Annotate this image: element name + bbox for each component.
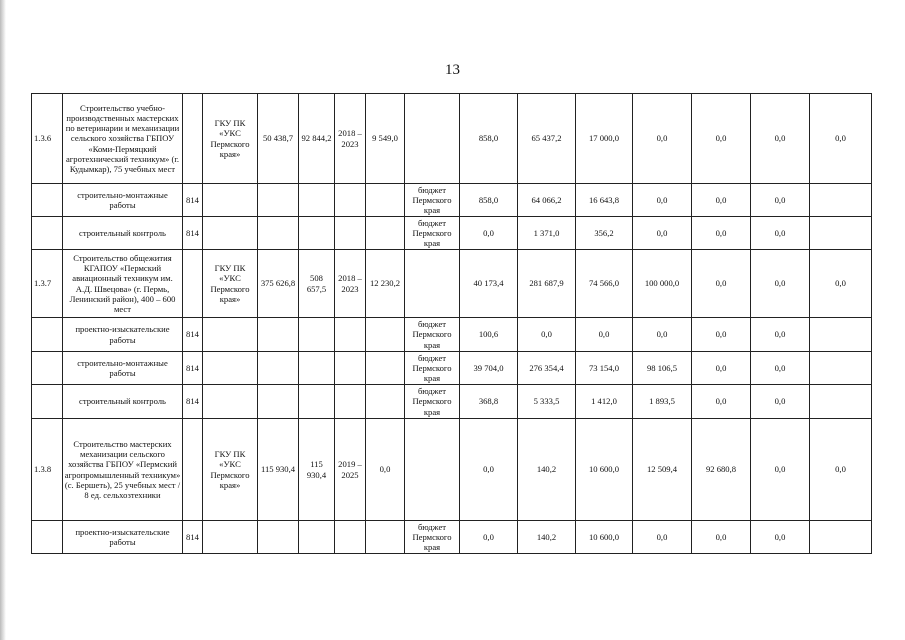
period-cell: 2018 – 2023 [335, 94, 366, 184]
row-number-cell [32, 521, 63, 554]
estimated-cost-cell: 50 438,7 [258, 94, 299, 184]
planned-cost-cell [299, 217, 335, 250]
balance-cell [366, 521, 405, 554]
balance-cell: 9 549,0 [366, 94, 405, 184]
value-col-6-cell: 0,0 [751, 318, 810, 352]
balance-cell: 0,0 [366, 419, 405, 521]
code-cell: 814 [183, 521, 203, 554]
estimated-cost-cell [258, 385, 299, 419]
table-row [32, 184, 872, 217]
value-col-4-cell: 0,0 [633, 184, 692, 217]
value-col-5-cell: 92 680,8 [692, 419, 751, 521]
customer-cell [203, 318, 258, 352]
funding-source-cell: бюджет Пермского края [405, 217, 460, 250]
balance-cell: 12 230,2 [366, 250, 405, 318]
value-col-1-cell: 858,0 [460, 94, 518, 184]
funding-source-cell: бюджет Пермского края [405, 352, 460, 385]
value-col-4-cell: 100 000,0 [633, 250, 692, 318]
funding-source-cell [405, 94, 460, 184]
value-col-6-cell: 0,0 [751, 250, 810, 318]
table-row [32, 352, 872, 385]
period-cell [335, 385, 366, 419]
scan-edge [0, 0, 6, 640]
value-col-1-cell: 40 173,4 [460, 250, 518, 318]
funding-source-cell [405, 250, 460, 318]
period-cell [335, 217, 366, 250]
code-cell: 814 [183, 318, 203, 352]
period-cell: 2018 – 2023 [335, 250, 366, 318]
value-col-6-cell: 0,0 [751, 521, 810, 554]
row-number-cell [32, 217, 63, 250]
value-col-3-cell: 10 600,0 [576, 521, 633, 554]
customer-cell [203, 217, 258, 250]
value-col-1-cell: 100,6 [460, 318, 518, 352]
value-col-6-cell: 0,0 [751, 352, 810, 385]
table-row [32, 217, 872, 250]
balance-cell [366, 318, 405, 352]
value-col-7-cell: 0,0 [810, 250, 872, 318]
planned-cost-cell [299, 352, 335, 385]
value-col-3-cell: 10 600,0 [576, 419, 633, 521]
object-name-cell: строительный контроль [63, 217, 183, 250]
customer-cell [203, 184, 258, 217]
customer-cell: ГКУ ПК «УКС Пермского края» [203, 250, 258, 318]
planned-cost-cell: 115 930,4 [299, 419, 335, 521]
value-col-7-cell [810, 217, 872, 250]
code-cell [183, 94, 203, 184]
customer-cell: ГКУ ПК «УКС Пермского края» [203, 419, 258, 521]
value-col-2-cell: 64 066,2 [518, 184, 576, 217]
value-col-5-cell: 0,0 [692, 184, 751, 217]
value-col-2-cell: 276 354,4 [518, 352, 576, 385]
row-number-cell [32, 352, 63, 385]
table-row [32, 94, 872, 184]
estimated-cost-cell [258, 521, 299, 554]
code-cell [183, 250, 203, 318]
value-col-2-cell: 65 437,2 [518, 94, 576, 184]
table-row [32, 318, 872, 352]
value-col-3-cell: 17 000,0 [576, 94, 633, 184]
value-col-5-cell: 0,0 [692, 217, 751, 250]
value-col-5-cell: 0,0 [692, 352, 751, 385]
row-number-cell: 1.3.7 [32, 250, 63, 318]
planned-cost-cell: 508 657,5 [299, 250, 335, 318]
value-col-7-cell: 0,0 [810, 94, 872, 184]
value-col-3-cell: 74 566,0 [576, 250, 633, 318]
object-name-cell: строительный контроль [63, 385, 183, 419]
object-name-cell: проектно-изыскательские работы [63, 318, 183, 352]
object-name-cell: Строительство учебно-производственных мастерских по ветеринарии и механизации сельского хозяйства ГБПОУ «Коми-Пермяцкий агротехнический техникум» (г. Кудымкар), 75 учебных мест [63, 94, 183, 184]
value-col-7-cell [810, 352, 872, 385]
period-cell: 2019 – 2025 [335, 419, 366, 521]
value-col-6-cell: 0,0 [751, 419, 810, 521]
value-col-4-cell: 0,0 [633, 94, 692, 184]
value-col-2-cell: 281 687,9 [518, 250, 576, 318]
value-col-2-cell: 140,2 [518, 419, 576, 521]
row-number-cell: 1.3.6 [32, 94, 63, 184]
period-cell [335, 318, 366, 352]
value-col-5-cell: 0,0 [692, 521, 751, 554]
value-col-3-cell: 356,2 [576, 217, 633, 250]
planned-cost-cell [299, 318, 335, 352]
period-cell [335, 521, 366, 554]
value-col-6-cell: 0,0 [751, 217, 810, 250]
value-col-1-cell: 368,8 [460, 385, 518, 419]
planned-cost-cell [299, 385, 335, 419]
customer-cell [203, 352, 258, 385]
funding-source-cell: бюджет Пермского края [405, 184, 460, 217]
code-cell [183, 419, 203, 521]
value-col-5-cell: 0,0 [692, 385, 751, 419]
estimated-cost-cell [258, 184, 299, 217]
value-col-2-cell: 140,2 [518, 521, 576, 554]
estimated-cost-cell [258, 217, 299, 250]
value-col-4-cell: 98 106,5 [633, 352, 692, 385]
balance-cell [366, 385, 405, 419]
value-col-7-cell: 0,0 [810, 419, 872, 521]
value-col-2-cell: 0,0 [518, 318, 576, 352]
funding-source-cell: бюджет Пермского края [405, 318, 460, 352]
balance-cell [366, 184, 405, 217]
value-col-3-cell: 1 412,0 [576, 385, 633, 419]
value-col-6-cell: 0,0 [751, 184, 810, 217]
value-col-5-cell: 0,0 [692, 94, 751, 184]
balance-cell [366, 352, 405, 385]
code-cell: 814 [183, 352, 203, 385]
planned-cost-cell: 92 844,2 [299, 94, 335, 184]
row-number-cell: 1.3.8 [32, 419, 63, 521]
value-col-1-cell: 0,0 [460, 419, 518, 521]
funding-source-cell: бюджет Пермского края [405, 385, 460, 419]
period-cell [335, 352, 366, 385]
value-col-2-cell: 1 371,0 [518, 217, 576, 250]
table-row [32, 250, 872, 318]
estimated-cost-cell [258, 352, 299, 385]
code-cell: 814 [183, 385, 203, 419]
budget-table [31, 93, 872, 554]
value-col-4-cell: 12 509,4 [633, 419, 692, 521]
value-col-1-cell: 0,0 [460, 217, 518, 250]
value-col-3-cell: 16 643,8 [576, 184, 633, 217]
planned-cost-cell [299, 521, 335, 554]
row-number-cell [32, 385, 63, 419]
value-col-7-cell [810, 385, 872, 419]
value-col-1-cell: 39 704,0 [460, 352, 518, 385]
value-col-1-cell: 0,0 [460, 521, 518, 554]
customer-cell [203, 385, 258, 419]
value-col-4-cell: 1 893,5 [633, 385, 692, 419]
code-cell: 814 [183, 184, 203, 217]
object-name-cell: проектно-изыскательские работы [63, 521, 183, 554]
table-row [32, 521, 872, 554]
object-name-cell: Строительство мастерских механизации сельского хозяйства ГБПОУ «Пермский агропромышленный техникум» (с. Бершеть), 25 учебных мест / 8 ед. сельхозтехники [63, 419, 183, 521]
value-col-7-cell [810, 318, 872, 352]
object-name-cell: строительно-монтажные работы [63, 184, 183, 217]
object-name-cell: Строительство общежития КГАПОУ «Пермский авиационный техникум им. А.Д. Швецова» (г. Пермь, Ленинский район), 400 – 600 мест [63, 250, 183, 318]
code-cell: 814 [183, 217, 203, 250]
value-col-4-cell: 0,0 [633, 318, 692, 352]
value-col-7-cell [810, 184, 872, 217]
value-col-6-cell: 0,0 [751, 385, 810, 419]
row-number-cell [32, 318, 63, 352]
value-col-4-cell: 0,0 [633, 217, 692, 250]
table-row [32, 419, 872, 521]
customer-cell [203, 521, 258, 554]
row-number-cell [32, 184, 63, 217]
value-col-6-cell: 0,0 [751, 94, 810, 184]
balance-cell [366, 217, 405, 250]
funding-source-cell: бюджет Пермского края [405, 521, 460, 554]
value-col-4-cell: 0,0 [633, 521, 692, 554]
customer-cell: ГКУ ПК «УКС Пермского края» [203, 94, 258, 184]
funding-source-cell [405, 419, 460, 521]
value-col-2-cell: 5 333,5 [518, 385, 576, 419]
value-col-7-cell [810, 521, 872, 554]
value-col-5-cell: 0,0 [692, 318, 751, 352]
estimated-cost-cell [258, 318, 299, 352]
period-cell [335, 184, 366, 217]
value-col-1-cell: 858,0 [460, 184, 518, 217]
value-col-3-cell: 73 154,0 [576, 352, 633, 385]
value-col-5-cell: 0,0 [692, 250, 751, 318]
estimated-cost-cell: 375 626,8 [258, 250, 299, 318]
table-row [32, 385, 872, 419]
estimated-cost-cell: 115 930,4 [258, 419, 299, 521]
planned-cost-cell [299, 184, 335, 217]
value-col-3-cell: 0,0 [576, 318, 633, 352]
object-name-cell: строительно-монтажные работы [63, 352, 183, 385]
page-number: 13 [445, 62, 460, 78]
